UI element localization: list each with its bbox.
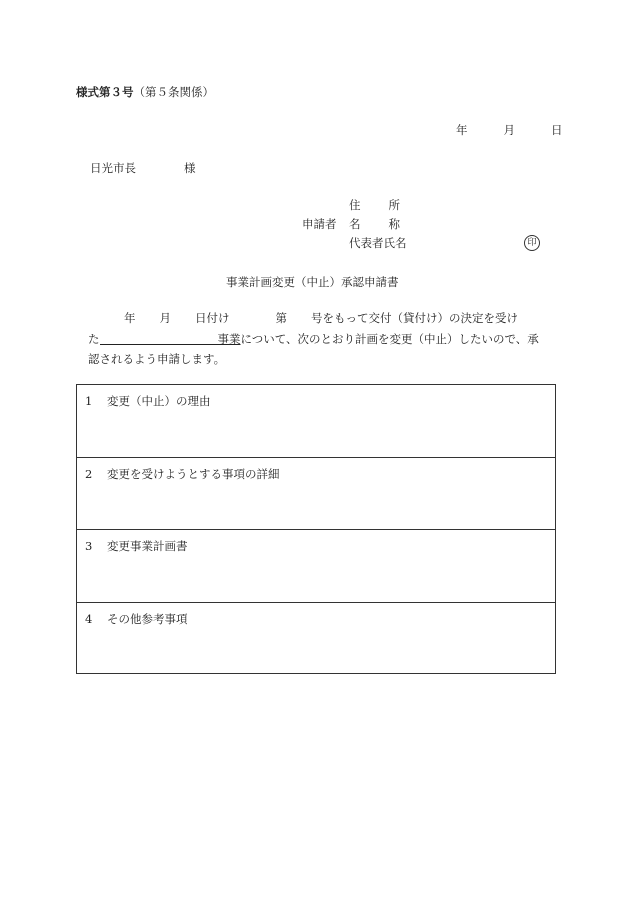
- body-line-3: 認されるよう申請します。: [88, 352, 226, 366]
- date-month: 月: [503, 123, 515, 137]
- date-line: [456, 122, 563, 138]
- applicant-name-label: 名 称: [349, 217, 400, 231]
- date-day: 日: [551, 123, 563, 137]
- section-label: 変更事業計画書: [107, 539, 188, 553]
- project-name-blank: [100, 332, 218, 345]
- section-plan: 3 変更事業計画書: [77, 530, 555, 603]
- form-relation: （第５条関係）: [133, 85, 214, 99]
- body-line-1: 年 月 日付け 第 号をもって交付（貸付け）の決定を受け: [124, 311, 518, 325]
- section-label: 変更（中止）の理由: [107, 394, 211, 408]
- form-number-label: 様式第３号: [76, 85, 134, 99]
- section-label: その他参考事項: [107, 611, 188, 626]
- applicant-representative-label: 代表者氏名: [349, 236, 407, 250]
- applicant-label: 申請者: [302, 217, 337, 231]
- details-table: [76, 384, 556, 674]
- section-change-details: 2 変更を受けようとする事項の詳細: [77, 458, 555, 531]
- form-number: [76, 84, 214, 100]
- section-label: 変更を受けようとする事項の詳細: [107, 466, 280, 481]
- applicant-address-label: 住 所: [349, 198, 400, 212]
- section-other: 4 その他参考事項: [85, 611, 188, 626]
- section-reason: 1 変更（中止）の理由: [77, 385, 555, 458]
- document-title: 事業計画変更（中止）承認申請書: [226, 275, 399, 289]
- body-line-2: た 事業について、次のとおり計画を変更（中止）したいので、承: [88, 332, 539, 346]
- seal-icon: 印: [524, 235, 540, 251]
- addressee-honorific: 様: [184, 161, 196, 175]
- date-year: 年: [456, 123, 468, 137]
- addressee: [90, 160, 196, 176]
- addressee-name: 日光市長: [90, 161, 136, 175]
